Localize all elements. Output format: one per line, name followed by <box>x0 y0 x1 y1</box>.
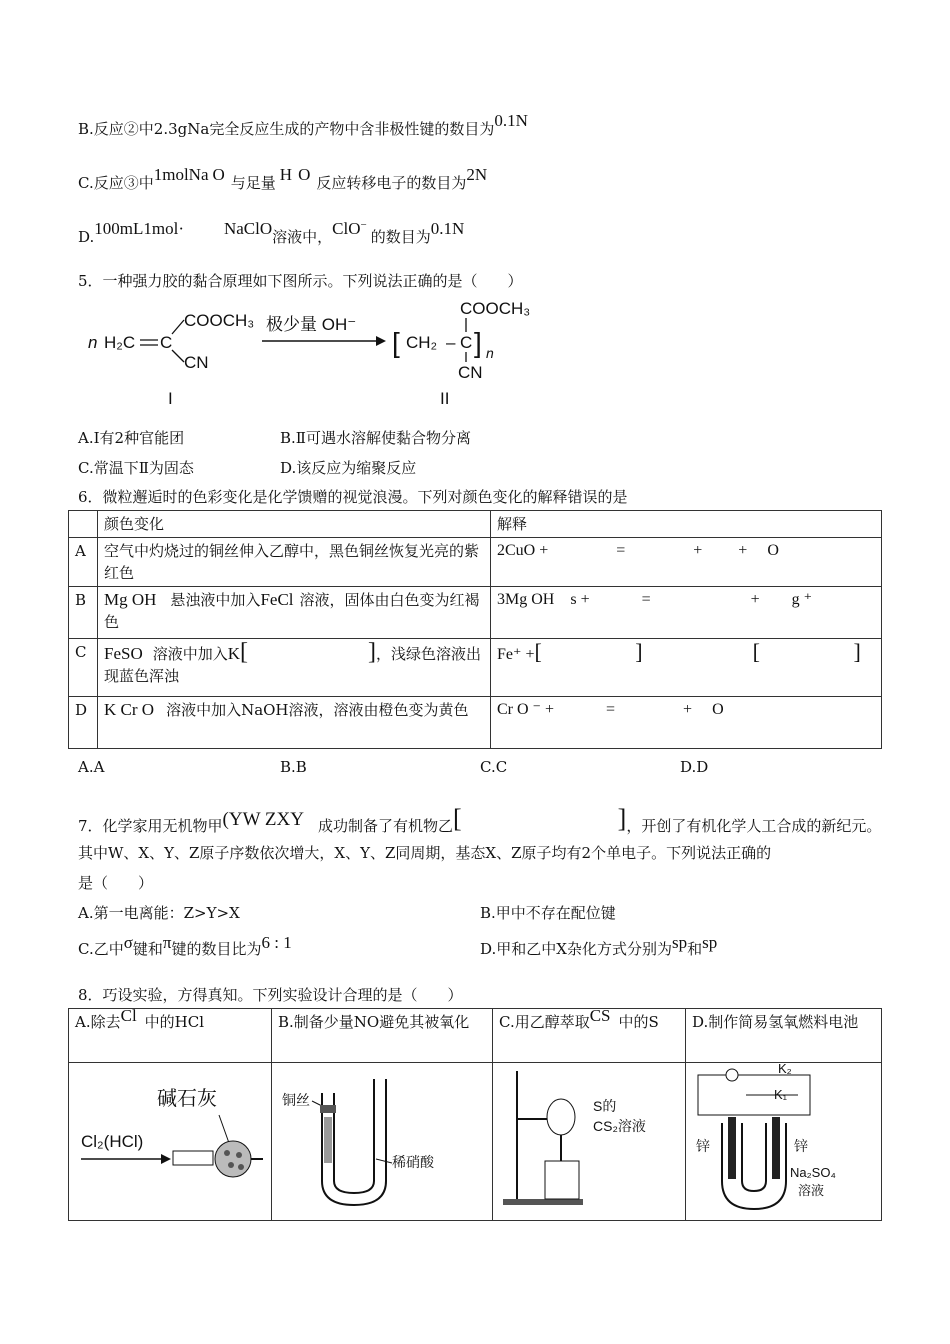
q8-fd-zinc-left: 锌 <box>696 1138 710 1154</box>
q4-c-text2: 与足量 <box>230 174 276 192</box>
q6-row-c-eq-brackets: [ ] [ ] <box>534 639 861 664</box>
q6-row-c-m1: FeSO <box>104 644 143 663</box>
q4-d-math1: 100mL1mol· <box>94 219 184 238</box>
q6-row-c-eq-cell <box>491 639 882 697</box>
q8-h-a-text1: A.除去 <box>75 1013 121 1031</box>
q8-table <box>68 1008 882 1221</box>
q5-stem: 5．一种强力胶的黏合原理如下图所示。下列说法正确的是（ ） <box>78 272 523 290</box>
q6-row-d-t1: 溶液中加入NaOH溶液，溶液由橙色变为黄色 <box>166 701 469 719</box>
q8-fd-zinc-right: 锌 <box>794 1138 808 1154</box>
q6-row-c-eq: Fe⁺ + <box>497 646 535 663</box>
q6-table <box>68 510 882 749</box>
q8-fc-sol2: CS₂溶液 <box>593 1118 646 1134</box>
q8-fb-coil <box>324 1117 332 1163</box>
q8-fd-k1: K₁ <box>774 1087 788 1102</box>
q6-row-a-eq: 2CuO + = + + O <box>491 538 882 587</box>
q5-fig-c1: C <box>160 333 173 352</box>
q5-fig-arrowhead <box>376 336 386 346</box>
q5-fig-label-2: II <box>440 389 450 408</box>
q6-row-b-m1: Mg OH <box>104 590 157 609</box>
q7-l1-math: (YW ZXY <box>222 809 304 830</box>
q6-option-d: D.D <box>680 758 709 776</box>
q4-c-text3: 反应转移电子的数目为 <box>316 174 467 192</box>
q5-fig-cooch3-1: COOCH₃ <box>184 311 255 330</box>
table-row <box>69 538 882 587</box>
q8-fig-a-cell <box>69 1063 272 1221</box>
q4-d-math4: 0.1N <box>430 219 465 238</box>
q6-row-a-label: A <box>69 538 98 587</box>
q7-l1-text1: 7．化学家用无机物甲 <box>78 817 223 835</box>
q5-option-b: B.Ⅱ可遇水溶解使黏合物分离 <box>280 429 471 447</box>
q5-option-c: C.常温下Ⅱ为固态 <box>78 459 194 477</box>
q5-fig-h2c: H₂C <box>104 333 136 352</box>
q5-reaction-figure <box>80 296 550 414</box>
q7-d-sp2: sp <box>702 933 718 952</box>
q5-fig-dash: – <box>446 333 456 352</box>
q8-fc-base <box>503 1199 583 1205</box>
q8-fc-sol1: S的 <box>593 1098 617 1114</box>
q8-fig-c-cell <box>493 1063 686 1221</box>
q8-fb-acid: 稀硝酸 <box>392 1154 434 1170</box>
q8-h-c <box>493 1006 686 1063</box>
q5-fig-cooch3-2: COOCH₃ <box>460 299 531 318</box>
q4-d-math2: NaClO <box>223 219 273 238</box>
q7-option-a: A.第一电离能：Z>Y>X <box>78 904 240 922</box>
q6-row-b-color <box>98 587 491 639</box>
q7-c-text1: C.乙中 <box>78 940 124 958</box>
q5-fig-bond-up <box>172 320 184 334</box>
q6-option-c: C.C <box>480 758 508 776</box>
q7-option-d <box>480 933 718 959</box>
q4-c-math2: H <box>279 165 293 184</box>
q5-option-a: A.Ⅰ有2种官能团 <box>78 429 185 447</box>
q7-line3: 是（ ） <box>78 874 154 892</box>
q4-c-math1b: O <box>212 165 225 184</box>
q4-d-math3: ClO <box>332 219 361 238</box>
q7-line1 <box>78 802 881 839</box>
q5-option-d: D.该反应为缩聚反应 <box>280 459 417 477</box>
q6-row-d-m1: K Cr O <box>104 700 155 719</box>
q6-row-d-label: D <box>69 697 98 749</box>
q8-h-d: D.制作简易氢氧燃料电池 <box>686 1009 882 1063</box>
q7-l1-text2: 成功制备了有机物乙 <box>317 817 453 835</box>
q5-fig-n2: n <box>486 345 494 361</box>
q8-fig-b <box>272 1063 492 1213</box>
q6-row-b-eq: 3Mg OH s + = + g ⁺ <box>491 587 882 639</box>
q6-row-b-t2: 溶液，固体由白色变为红褐色 <box>104 591 480 631</box>
q8-fd-electrode-left <box>728 1117 736 1179</box>
q6-h-color: 颜色变化 <box>98 511 491 538</box>
q6-row-c-m2: K <box>227 644 241 663</box>
q7-d-sp1: sp <box>671 933 688 952</box>
q6-row-c-color <box>98 639 491 697</box>
q8-fa-tube <box>173 1151 213 1165</box>
q7-option-b: B.甲中不存在配位键 <box>480 904 616 922</box>
q8-fb-wire: 铜丝 <box>282 1092 310 1108</box>
q6-row-c-t1: 溶液中加入 <box>152 645 228 663</box>
q6-stem: 6．微粒邂逅时的色彩变化是化学馈赠的视觉浪漫。下列对颜色变化的解释错误的是 <box>78 488 628 506</box>
q8-fc-beaker <box>545 1161 579 1199</box>
q8-h-b: B.制备少量NO避免其被氧化 <box>272 1009 493 1063</box>
q4-b-math: 0.1N <box>494 111 528 130</box>
q8-fig-c <box>493 1063 683 1213</box>
q6-row-b-label: B <box>69 587 98 639</box>
q8-fig-b-cell <box>272 1063 493 1221</box>
q4-c-math2b: O <box>298 165 311 184</box>
q8-fig-d-cell <box>686 1063 882 1221</box>
q6-h-explain: 解释 <box>491 511 882 538</box>
q8-fc-funnel <box>547 1099 575 1135</box>
q8-h-c-text1: C.用乙醇萃取 <box>499 1013 590 1031</box>
table-row <box>69 697 882 749</box>
q7-c-text3: 键的数目比为 <box>171 940 262 958</box>
q5-fig-arrow-label: 极少量 OH⁻ <box>266 315 357 334</box>
table-row <box>69 511 882 538</box>
q4-option-d <box>78 219 465 247</box>
table-row <box>69 1063 882 1221</box>
q7-c-pi: π <box>162 933 172 952</box>
q8-h-a <box>69 1006 272 1063</box>
q4-d-label: D. <box>78 228 95 246</box>
q5-fig-n: n <box>88 333 98 352</box>
q4-option-b <box>78 111 528 139</box>
q6-h-label <box>69 511 98 538</box>
table-row <box>69 1009 882 1063</box>
q8-h-a-text2: 中的HCl <box>144 1013 205 1031</box>
q6-row-b-t1: 悬浊液中加入 <box>170 591 261 609</box>
q4-c-text1: C.反应③中 <box>78 174 154 192</box>
q7-c-sigma: σ <box>123 933 133 952</box>
q8-fa-gas: Cl₂(HCl) <box>81 1132 144 1151</box>
q8-fd-sol2: 溶液 <box>798 1183 825 1198</box>
q7-d-text2: 和 <box>687 940 703 958</box>
q8-fd-k2: K₂ <box>778 1063 792 1076</box>
q8-fa-arrowhead <box>161 1154 171 1164</box>
q6-row-a-color: 空气中灼烧过的铜丝伸入乙醇中，黑色铜丝恢复光亮的紫红色 <box>98 538 491 587</box>
q4-option-c <box>78 165 488 193</box>
q7-l1-bracket: [ ] <box>453 804 627 833</box>
q8-fd-bulb <box>726 1069 738 1081</box>
table-row <box>69 639 882 697</box>
q7-option-c <box>78 933 292 959</box>
q4-d-text1: 溶液中， <box>272 228 333 246</box>
q8-h-c-text2: 中的S <box>618 1013 659 1031</box>
q8-stem: 8．巧设实验，方得真知。下列实验设计合理的是（ ） <box>78 986 463 1004</box>
q8-fb-acid-pointer <box>376 1159 392 1163</box>
q7-c-text2: 键和 <box>132 940 163 958</box>
q8-fd-electrode-right <box>772 1117 780 1179</box>
q8-fig-a <box>69 1063 269 1213</box>
q5-fig-bracket-right: ] <box>474 327 482 358</box>
q4-c-math1: 1molNa <box>153 165 209 184</box>
q6-row-c-bracket: [ ] <box>240 639 377 665</box>
q7-d-text1: D.甲和乙中X杂化方式分别为 <box>480 940 672 958</box>
q6-row-d-eq: Cr O ⁻ + = + O <box>491 697 882 749</box>
q5-fig-cn-2: CN <box>458 363 483 382</box>
q5-fig-bracket-left: [ <box>392 327 400 358</box>
q6-option-a: A.A <box>78 758 105 776</box>
q5-fig-ch2: CH₂ <box>406 333 438 352</box>
q8-fb-stopper <box>320 1105 336 1113</box>
table-row <box>69 587 882 639</box>
q8-fa-ball <box>215 1141 251 1177</box>
q6-row-c-t2: ，浅绿色溶液出现蓝色浑浊 <box>104 645 482 685</box>
q8-h-c-math: CS <box>589 1006 611 1025</box>
q6-row-c-label: C <box>69 639 98 697</box>
q6-option-b: B.B <box>280 758 307 776</box>
q6-row-d-color <box>98 697 491 749</box>
q4-c-math3: 2N <box>466 165 488 184</box>
q5-fig-c2: C <box>460 333 473 352</box>
q4-d-math3-sup: − <box>360 219 367 231</box>
q7-l1-text3: ，开创了有机化学人工合成的新纪元。 <box>626 817 882 835</box>
q8-h-a-math: Cl <box>120 1006 137 1025</box>
q8-fa-agent: 碱石灰 <box>157 1088 217 1110</box>
q7-c-ratio: 6 : 1 <box>261 933 292 952</box>
q8-fa-pointer <box>219 1115 229 1143</box>
q4-b-text: B.反应②中2.3gNa完全反应生成的产物中含非极性键的数目为 <box>78 120 495 138</box>
q5-fig-cn-1: CN <box>184 353 209 372</box>
q4-d-text2: 的数目为 <box>370 228 431 246</box>
q8-fd-sol1: Na₂SO₄ <box>790 1165 836 1180</box>
q8-fig-d <box>686 1063 876 1213</box>
q6-row-b-m2: FeCl <box>260 590 294 609</box>
q7-line2: 其中W、X、Y、Z原子序数依次增大，X、Y、Z同周期，基态X、Z原子均有2个单电子。下列说法正确的 <box>78 844 772 862</box>
q5-fig-label-1: I <box>168 389 173 408</box>
q5-fig-bond-down <box>172 350 184 362</box>
